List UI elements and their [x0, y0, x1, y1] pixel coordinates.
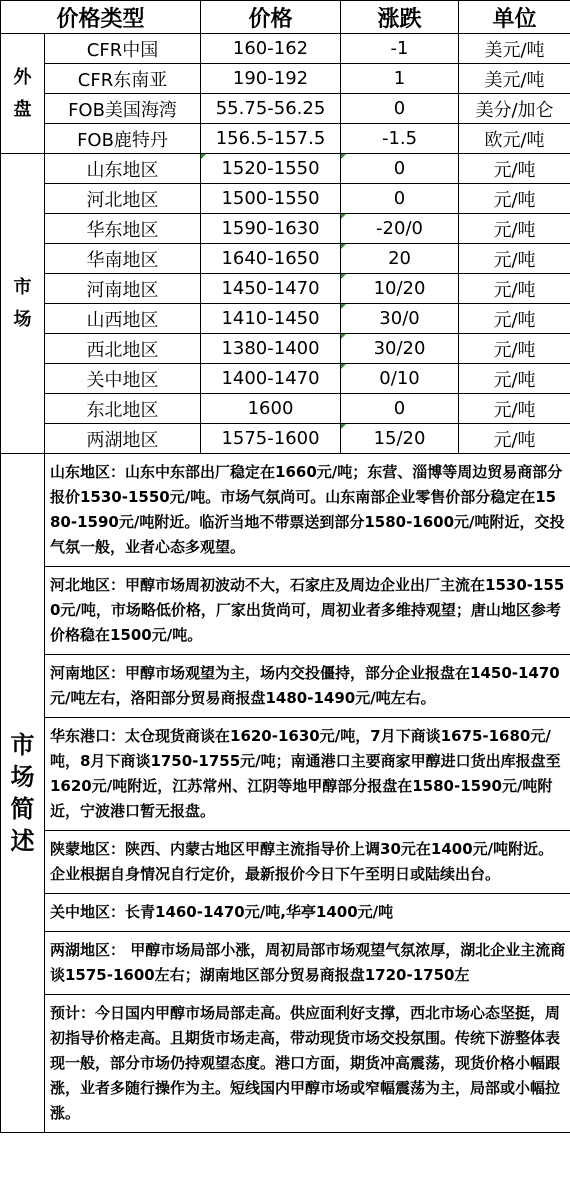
row-unit: 元/吨: [459, 154, 570, 184]
row-change: 0: [341, 394, 459, 424]
market-row: [1, 334, 570, 364]
row-unit: 元/吨: [459, 184, 570, 214]
summary-row: [1, 718, 570, 831]
summary-note-henan: 河南地区：甲醇市场观望为主，场内交投僵持，部分企业报盘在1450-1470元/吨左右，洛阳部分贸易商报盘1480-1490元/吨左右。: [45, 655, 570, 718]
row-change: 15/20: [341, 424, 459, 454]
market-row: [1, 364, 570, 394]
market-row: [1, 274, 570, 304]
market-row: [1, 154, 570, 184]
summary-row: [1, 995, 570, 1133]
summary-note-shaanxi-mongolia: 陕蒙地区：陕西、内蒙古地区甲醇主流指导价上调30元在1400元/吨附近。企业根据自身情况自行定价，最新报价今日下午至明日或陆续出台。: [45, 831, 570, 894]
row-change: 10/20: [341, 274, 459, 304]
row-name: FOB美国海湾: [45, 94, 201, 124]
row-unit: 元/吨: [459, 274, 570, 304]
row-name: 华东地区: [45, 214, 201, 244]
row-unit: 元/吨: [459, 214, 570, 244]
foreign-row: [1, 94, 570, 124]
row-price: 1575-1600: [201, 424, 341, 454]
row-price: 1450-1470: [201, 274, 341, 304]
foreign-row: [1, 124, 570, 154]
row-name: 东北地区: [45, 394, 201, 424]
foreign-group-label: 外 盘: [1, 34, 45, 154]
summary-row: [1, 655, 570, 718]
summary-row: [1, 454, 570, 567]
row-name: 关中地区: [45, 364, 201, 394]
row-unit: 欧元/吨: [459, 124, 570, 154]
row-unit: 美元/吨: [459, 34, 570, 64]
row-price: 1590-1630: [201, 214, 341, 244]
market-row: [1, 244, 570, 274]
header-unit: 单位: [459, 1, 570, 34]
summary-note-shandong: 山东地区：山东中东部出厂稳定在1660元/吨；东营、淄博等周边贸易商部分报价1530-1550元/吨。市场气氛尚可。山东南部企业零售价部分稳定在1580-1590元/吨附近。临沂当地不带票送到部分1580-1600元/吨附近，交投气氛一般，业者心态多观望。: [45, 454, 570, 567]
summary-row: [1, 831, 570, 894]
row-change: -1.5: [341, 124, 459, 154]
header-change: 涨跌: [341, 1, 459, 34]
row-unit: 元/吨: [459, 424, 570, 454]
row-price: 1500-1550: [201, 184, 341, 214]
row-name: CFR东南亚: [45, 64, 201, 94]
market-row: [1, 214, 570, 244]
foreign-row: [1, 34, 570, 64]
foreign-row: [1, 64, 570, 94]
header-row: [1, 1, 570, 34]
row-price: 160-162: [201, 34, 341, 64]
summary-row: [1, 567, 570, 655]
row-price: 1380-1400: [201, 334, 341, 364]
summary-note-east-port: 华东港口：太仓现货商谈在1620-1630元/吨，7月下商谈1675-1680元/吨，8月下商谈1750-1755元/吨；南通港口主要商家甲醇进口货出库报盘至1620元/吨附近，江苏常州、江阴等地甲醇部分报盘在1580-1590元/吨附近，宁波港口暂无报盘。: [45, 718, 570, 831]
row-unit: 元/吨: [459, 334, 570, 364]
row-name: 山西地区: [45, 304, 201, 334]
row-unit: 元/吨: [459, 364, 570, 394]
row-name: 山东地区: [45, 154, 201, 184]
row-price: 55.75-56.25: [201, 94, 341, 124]
row-change: 20: [341, 244, 459, 274]
row-name: FOB鹿特丹: [45, 124, 201, 154]
summary-note-hebei: 河北地区：甲醇市场周初波动不大，石家庄及周边企业出厂主流在1530-1550元/吨，市场略低价格，厂家出货尚可，周初业者多维持观望；唐山地区参考价格稳在1500元/吨。: [45, 567, 570, 655]
market-row: [1, 304, 570, 334]
row-change: 1: [341, 64, 459, 94]
row-name: 西北地区: [45, 334, 201, 364]
row-change: -1: [341, 34, 459, 64]
row-price: 1410-1450: [201, 304, 341, 334]
summary-note-guanzhong: 关中地区：长青1460-1470元/吨,华亭1400元/吨: [45, 894, 570, 932]
header-type: 价格类型: [1, 1, 201, 34]
market-group-label: 市 场: [1, 154, 45, 454]
row-name: 河南地区: [45, 274, 201, 304]
market-row: [1, 424, 570, 454]
summary-note-forecast: 预计：今日国内甲醇市场局部走高。供应面利好支撑，西北市场心态坚挺，周初指导价格走高。且期货市场走高，带动现货市场交投氛围。传统下游整体表现一般，部分市场仍持观望态度。港口方面，期货冲高震荡，现货价格小幅跟涨，业者多随行操作为主。短线国内甲醇市场或窄幅震荡为主，局部或小幅拉涨。: [45, 995, 570, 1133]
summary-row: [1, 894, 570, 932]
row-change: -20/0: [341, 214, 459, 244]
row-unit: 元/吨: [459, 244, 570, 274]
header-price: 价格: [201, 1, 341, 34]
row-unit: 美分/加仑: [459, 94, 570, 124]
row-change: 0/10: [341, 364, 459, 394]
row-name: 华南地区: [45, 244, 201, 274]
row-name: 两湖地区: [45, 424, 201, 454]
row-unit: 美元/吨: [459, 64, 570, 94]
row-price: 1640-1650: [201, 244, 341, 274]
row-change: 0: [341, 154, 459, 184]
summary-row: [1, 932, 570, 995]
row-change: 0: [341, 184, 459, 214]
row-price: 156.5-157.5: [201, 124, 341, 154]
row-name: 河北地区: [45, 184, 201, 214]
row-unit: 元/吨: [459, 394, 570, 424]
market-row: [1, 394, 570, 424]
row-price: 1400-1470: [201, 364, 341, 394]
row-price: 1520-1550: [201, 154, 341, 184]
row-price: 190-192: [201, 64, 341, 94]
row-change: 30/20: [341, 334, 459, 364]
row-unit: 元/吨: [459, 304, 570, 334]
summary-group-label: 市 场 简 述: [1, 454, 45, 1133]
row-price: 1600: [201, 394, 341, 424]
row-change: 0: [341, 94, 459, 124]
row-change: 30/0: [341, 304, 459, 334]
summary-note-lianghu: 两湖地区： 甲醇市场局部小涨，周初局部市场观望气氛浓厚，湖北企业主流商谈1575-1600左右；湖南地区部分贸易商报盘1720-1750左: [45, 932, 570, 995]
market-row: [1, 184, 570, 214]
row-name: CFR中国: [45, 34, 201, 64]
